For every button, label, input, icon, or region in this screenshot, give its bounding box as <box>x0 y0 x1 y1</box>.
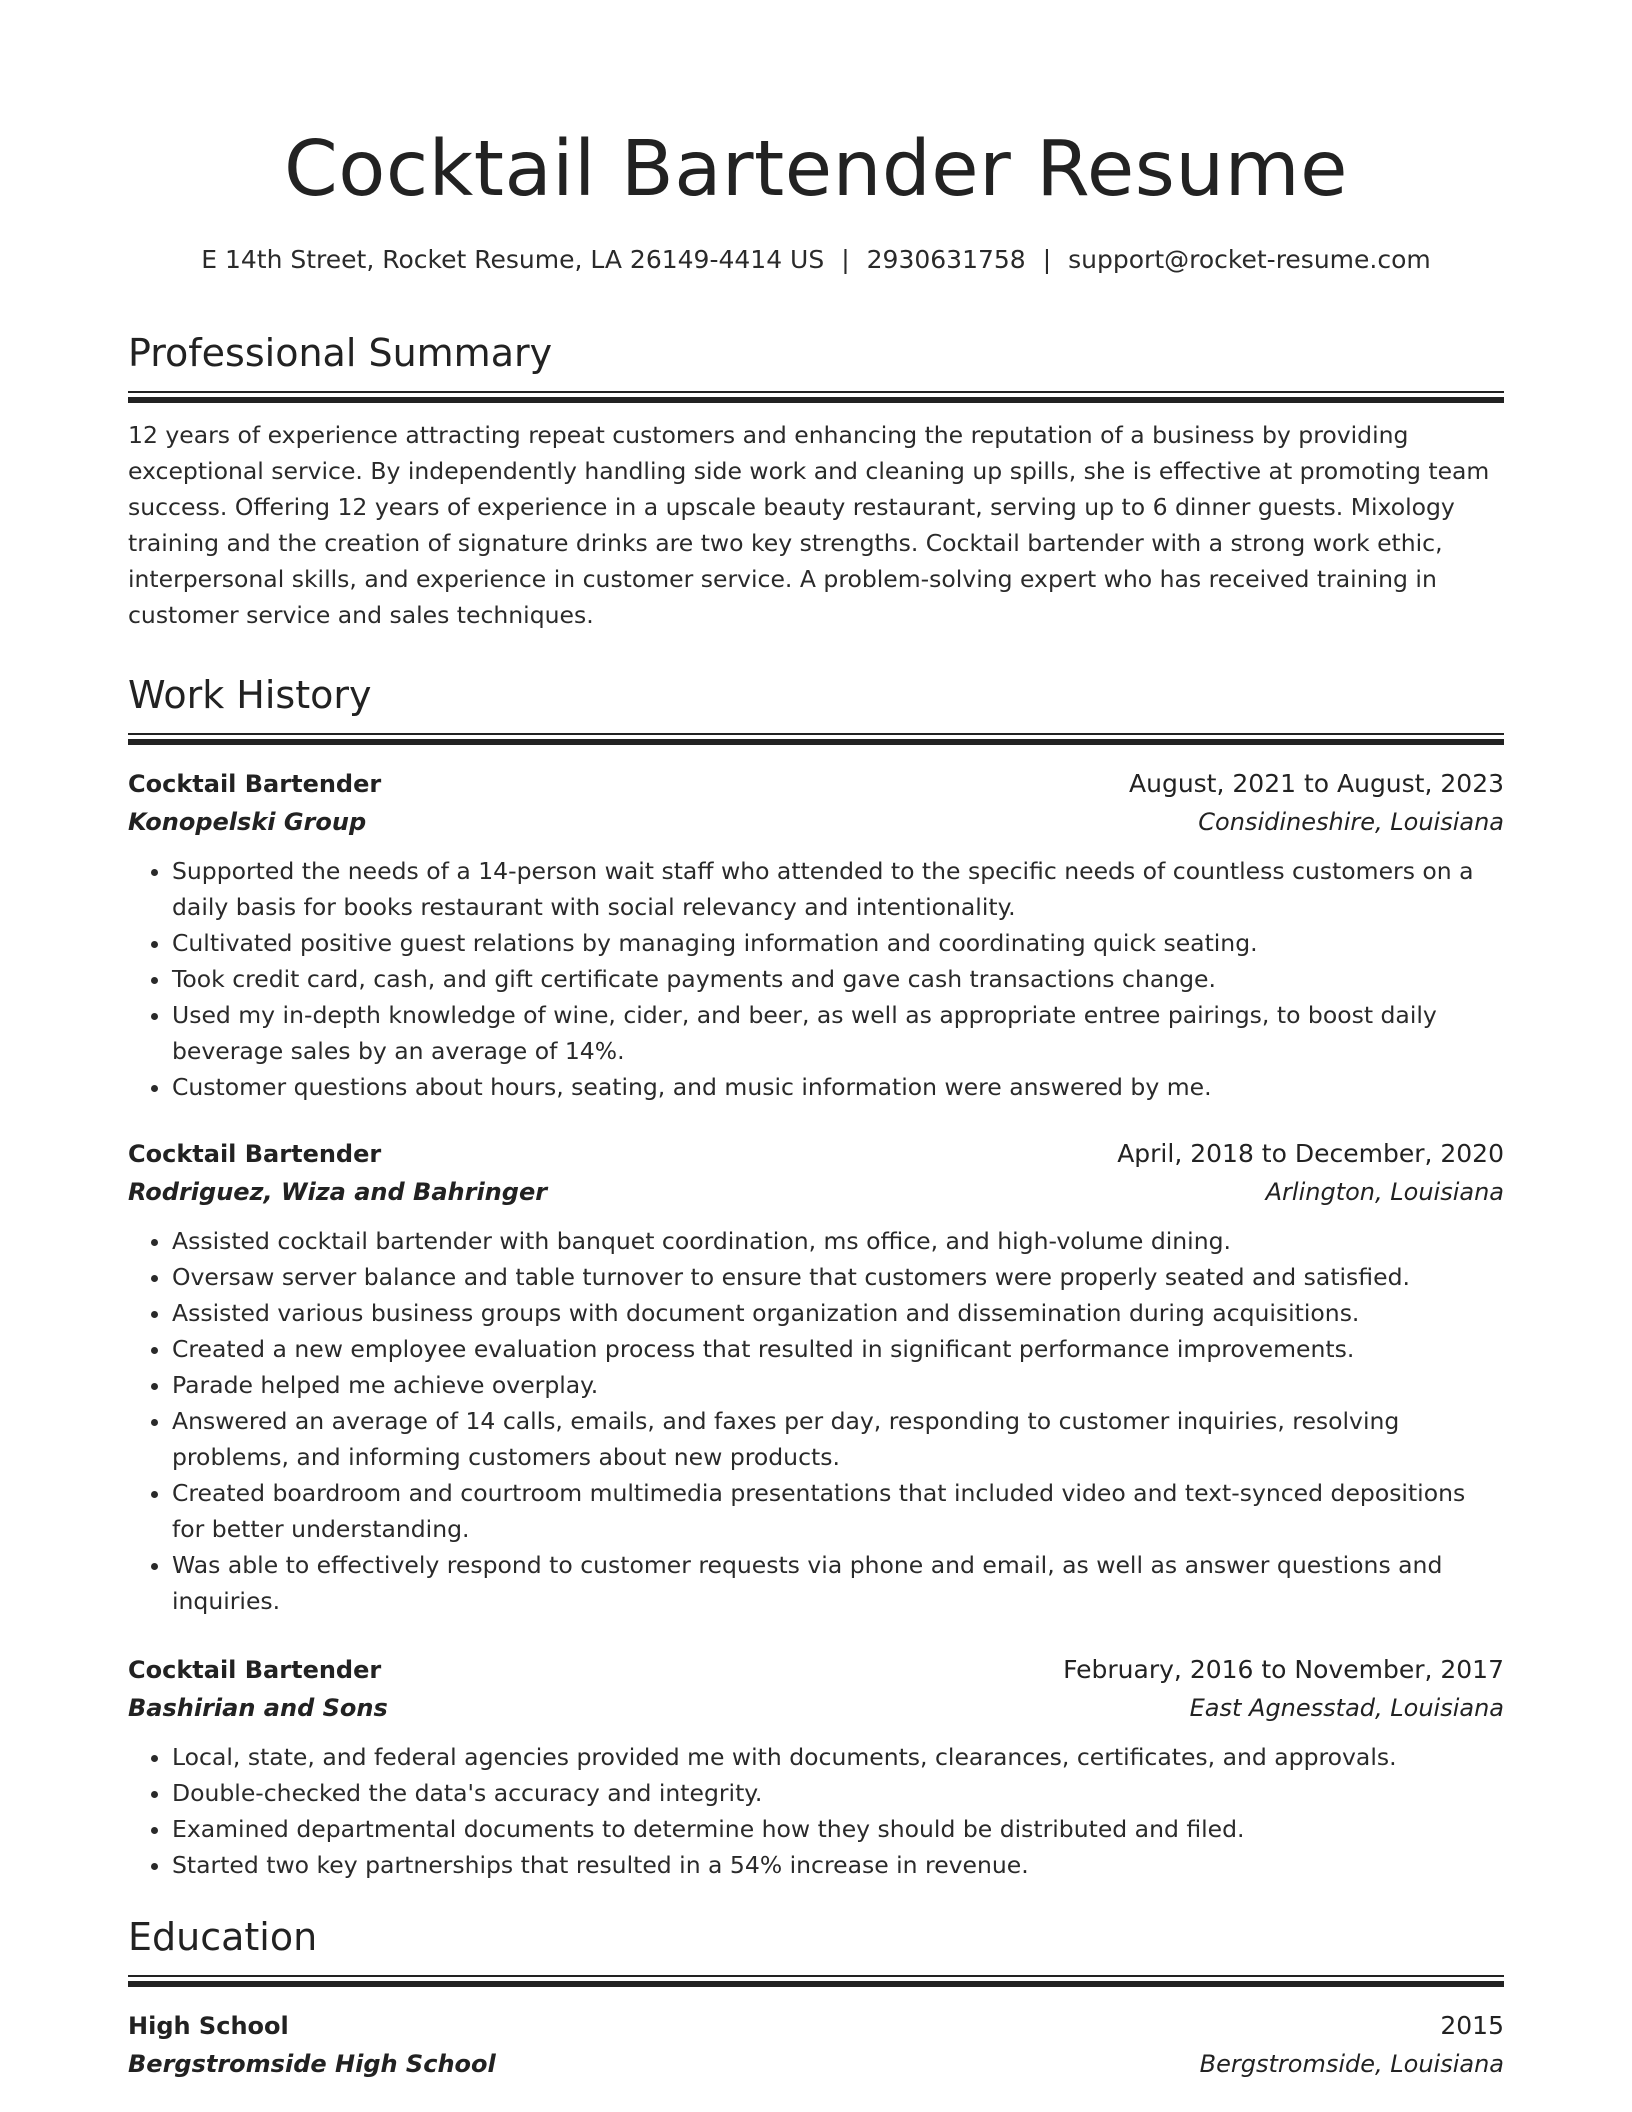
job-dates: April, 2018 to December, 2020 <box>1117 1139 1504 1168</box>
education-degree: High School <box>128 2012 289 2040</box>
job-bullet: • Double-checked the data's accuracy and integrity. <box>172 1775 1504 1811</box>
job-entry <box>128 765 1504 1105</box>
section-heading-education: Education <box>128 1915 318 1959</box>
job-company: Konopelski Group <box>128 808 367 836</box>
job-bullet: • Local, state, and federal agencies provided me with documents, clearances, certificates, and approvals. <box>172 1739 1504 1775</box>
job-bullet: • Parade helped me achieve overplay. <box>172 1367 1504 1403</box>
job-bullet: • Answered an average of 14 calls, emails, and faxes per day, responding to customer inquiries, resolving problems, and informing customers about new products. <box>172 1403 1504 1475</box>
job-bullet: • Used my in-depth knowledge of wine, cider, and beer, as well as appropriate entree pairings, to boost daily beverage sales by an average of 14%. <box>172 997 1504 1069</box>
job-subheader <box>128 1689 1504 1727</box>
education-location: Bergstromside, Louisiana <box>1199 2050 1504 2078</box>
job-bullet: • Took credit card, cash, and gift certificate payments and gave cash transactions change. <box>172 961 1504 997</box>
job-title: Cocktail Bartender <box>128 770 382 798</box>
job-bullet: • Was able to effectively respond to customer requests via phone and email, as well as answer questions and inquiries. <box>172 1547 1504 1619</box>
job-bullet: • Oversaw server balance and table turnover to ensure that customers were properly seated and satisfied. <box>172 1259 1504 1295</box>
section-heading-summary: Professional Summary <box>128 331 553 375</box>
education-school: Bergstromside High School <box>128 2050 496 2078</box>
job-title: Cocktail Bartender <box>128 1656 382 1684</box>
job-company: Bashirian and Sons <box>128 1694 388 1722</box>
contact-separator: | <box>841 245 850 274</box>
job-subheader <box>128 1173 1504 1211</box>
section-divider <box>128 391 1504 403</box>
contact-separator: | <box>1042 245 1052 274</box>
work-history-section <box>128 671 1504 1883</box>
resume-title: Cocktail Bartender Resume <box>283 125 1349 214</box>
job-header <box>128 1651 1504 1689</box>
job-bullet: • Assisted various business groups with document organization and dissemination during acquisitions. <box>172 1295 1504 1331</box>
job-location: Arlington, Louisiana <box>1265 1178 1504 1206</box>
education-year: 2015 <box>1440 2011 1504 2040</box>
education-header <box>128 2007 1504 2045</box>
summary-text: 12 years of experience attracting repeat customers and enhancing the reputation of a business by providing exceptional service. By independently handling side work and cleaning up spills, she is effective at promoting team success. Offering 12 years of experience in a upscale beauty restaurant, serving up to 6 dinner guests. Mixology training and the creation of signature drinks are two key strengths. Cocktail bartender with a strong work ethic, interpersonal skills, and experience in customer service. A problem-solving expert who has received training in customer service and sales techniques. <box>128 421 1490 629</box>
job-bullet: • Started two key partnerships that resulted in a 54% increase in revenue. <box>172 1847 1504 1883</box>
contact-line <box>128 244 1504 276</box>
job-location: Considineshire, Louisiana <box>1198 808 1504 836</box>
job-dates: February, 2016 to November, 2017 <box>1063 1655 1504 1684</box>
job-bullet-list <box>128 1739 1504 1883</box>
job-dates: August, 2021 to August, 2023 <box>1129 769 1504 798</box>
job-entry <box>128 1651 1504 1883</box>
job-bullet-list <box>128 853 1504 1105</box>
job-bullet: • Created a new employee evaluation process that resulted in significant performance improvements. <box>172 1331 1504 1367</box>
contact-phone: 2930631758 <box>866 245 1026 274</box>
job-bullet: • Supported the needs of a 14-person wait staff who attended to the specific needs of countless customers on a daily basis for books restaurant with social relevancy and intentionality. <box>172 853 1504 925</box>
job-title: Cocktail Bartender <box>128 1140 382 1168</box>
job-header <box>128 765 1504 803</box>
job-bullet: • Created boardroom and courtroom multimedia presentations that included video and text-synced depositions for better understanding. <box>172 1475 1504 1547</box>
job-subheader <box>128 803 1504 841</box>
education-subheader <box>128 2045 1504 2083</box>
job-company: Rodriguez, Wiza and Bahringer <box>128 1178 548 1206</box>
job-bullet: • Cultivated positive guest relations by managing information and coordinating quick seating. <box>172 925 1504 961</box>
professional-summary-section <box>128 329 1504 633</box>
job-bullet: • Examined departmental documents to determine how they should be distributed and filed. <box>172 1811 1504 1847</box>
job-header <box>128 1135 1504 1173</box>
job-entry <box>128 1135 1504 1619</box>
section-divider <box>128 733 1504 745</box>
section-divider <box>128 1975 1504 1987</box>
section-heading-work: Work History <box>128 673 372 717</box>
job-bullet: • Assisted cocktail bartender with banquet coordination, ms office, and high-volume dining. <box>172 1223 1504 1259</box>
job-bullet-list <box>128 1223 1504 1619</box>
job-bullet: • Customer questions about hours, seating, and music information were answered by me. <box>172 1069 1504 1105</box>
contact-email: support@rocket-resume.com <box>1068 245 1431 274</box>
contact-address: E 14th Street, Rocket Resume, LA 26149-4414 US <box>201 245 825 274</box>
education-section <box>128 1913 1504 2083</box>
job-location: East Agnesstad, Louisiana <box>1189 1694 1504 1722</box>
education-entry <box>128 2007 1504 2083</box>
